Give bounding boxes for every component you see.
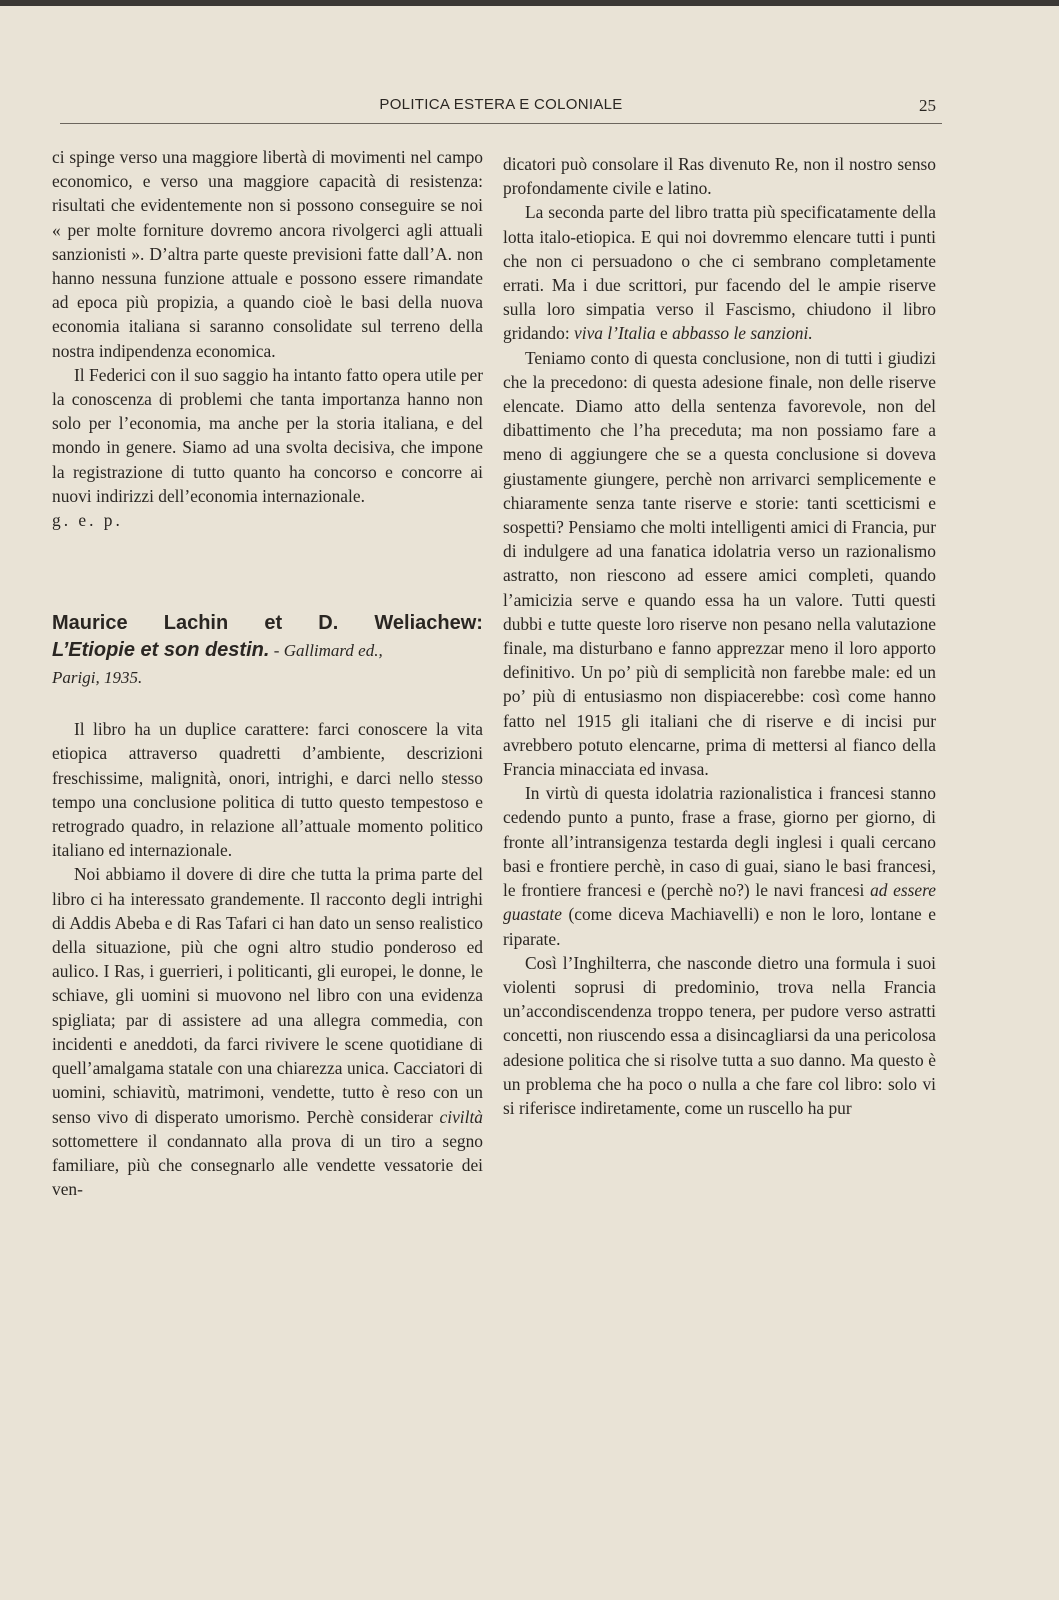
paragraph bbox=[503, 781, 936, 950]
text-run: Noi abbiamo il dovere di dire che tutta la prima parte del libro ci ha interessato grandemente. Il racconto degli intrighi di Addis Abeba e di Ras Tafari ci han dato un senso realistico della situazione, più che ogni altro studio ponderoso ed aulico. I Ras, i guerrieri, i politicanti, gli europei, le donne, le schiave, gli uomini si muovono nel libro con una evidenza spigliata; par di assistere ad una allegra commedia, con incidenti e aneddoti, da farci rivivere le scene quotidiane di quell’amalgama statale con una chiarezza unica. Cacciatori di uomini, schiavitù, matrimoni, vendette, tutto è reso con un senso vivo di disperato umorismo. Perchè considerar bbox=[52, 864, 483, 1127]
page-header bbox=[60, 94, 942, 122]
paragraph bbox=[503, 200, 936, 345]
author-word: Weliachew: bbox=[374, 612, 483, 635]
right-column bbox=[503, 152, 936, 1120]
page-number: 25 bbox=[919, 96, 936, 115]
text-run: e bbox=[660, 323, 668, 344]
author-signature: g. e. p. bbox=[52, 510, 123, 531]
paragraph: ci spinge verso una maggiore libertà di movimenti nel campo economico, e verso una maggiore capacità di resistenza: risultati che evidentemente non si possono conseguire se noi « per molte forniture dovremo ancora rivolgerci agli attuali sanzionisti ». D’altra parte queste previsioni fatte dall’A. non hanno nessuna funzione attuale e possono essere rimandate ad epoca più propizia, a quando cioè le basi della nuova economia italiana si saranno consolidate sul terreno della nostra indipendenza economica. bbox=[52, 147, 483, 361]
text-run: sottomettere il condannato alla prova di un tiro a segno familiare, più che consegnarlo alle vendette vessatorie dei ven- bbox=[52, 1130, 483, 1200]
paragraph bbox=[52, 862, 483, 1201]
review-authors bbox=[52, 610, 483, 637]
paragraph: dicatori può consolare il Ras divenuto Re, non il nostro senso profondamente civile e latino. bbox=[503, 154, 936, 199]
author-word: et bbox=[264, 612, 283, 635]
paragraph: Il Federici con il suo saggio ha intanto fatto opera utile per la conoscenza di problemi che tanta importanza hanno non solo per l’economia, ma anche per la storia italiana, e del mondo in genere. Siamo ad una svolta decisiva, che impone la registrazione di tutto quanto ha concorso e concorre ai nuovi indirizzi dell’economia internazionale. bbox=[52, 364, 483, 506]
italic-run: civiltà bbox=[439, 1106, 483, 1127]
paragraph: Il libro ha un duplice carattere: farci conoscere la vita etiopica attraverso quadretti d’ambiente, descrizioni freschissime, malignità, onori, intrighi, e darci nello stesso tempo una conclusione politica di tutto questo tempestoso e retrogrado quadro, in relazione all’attuale momento politico italiano ed internazionale. bbox=[52, 719, 483, 861]
running-title: POLITICA ESTERA E COLONIALE bbox=[379, 96, 623, 113]
review-title-line bbox=[52, 637, 483, 664]
author-word: D. bbox=[318, 612, 339, 635]
place-year: Parigi, 1935. bbox=[52, 668, 143, 688]
author-word: Lachin bbox=[163, 612, 229, 635]
text-run: (come diceva Machiavelli) e non le loro, lontane e riparate. bbox=[503, 904, 936, 949]
text-run: La seconda parte del libro tratta più specificatamente della lotta italo-etiopica. E qui noi dovremmo elencare tutti i punti che non ci persuadono o che ci sembrano completamente errati. Ma i due scrittori, pur facendo del le ampie riserve sulla loro simpatia verso il Fascismo, chiudono il libro gridando: bbox=[503, 202, 936, 344]
italic-run: viva l’Italia bbox=[574, 323, 656, 344]
review-heading bbox=[52, 610, 483, 691]
left-column bbox=[52, 145, 483, 1201]
paragraph: Così l’Inghilterra, che nasconde dietro una formula i suoi violenti soprusi di predominio, trova nella Francia un’accondiscendenza troppo tenera, per pudore verso astratti concetti, non riuscendo essa a disincagliarsi da una pericolosa adesione politica che si risolve tutta a suo danno. Ma questo è un problema che ha poco o nulla a che fare col libro: solo vi si riferisce indiretamente, come un ruscello ha pur bbox=[503, 952, 936, 1118]
book-title: L’Etiopie et son destin. bbox=[52, 639, 270, 662]
text-run: In virtù di questa idolatria razionalistica i francesi stanno cedendo punto a punto, frase a frase, giorno per giorno, di fronte all’intransigenza testarda degli inglesi i quali cercano basi e frontiere perchè, in caso di guai, siano le basi francesi, le frontiere francesi e (perchè no?) le navi francesi bbox=[503, 783, 936, 901]
italic-run: ad essere guastate bbox=[503, 880, 936, 925]
author-word: Maurice bbox=[52, 612, 128, 635]
paragraph: Teniamo conto di questa conclusione, non di tutti i giudizi che la precedono: di questa adesione finale, non delle riserve elencate. Diamo atto della sentenza favorevole, non del dibattimento che l’ha preceduta; ma non possiamo fare a meno di aggiungere che se a questa conclusione si doveva giustamente giungere, perchè non arrivarci semplicemente e chiaramente senza tante riserve e storie: tanti scetticismi e sospetti? Pensiamo che molti intelligenti amici di Francia, pur di indulgere ad una fanatica idolatria verso un razionalismo astratto, non riescono ad essere amici completi, quando l’amicizia serve e quando essa ha un valore. Tutti questi dubbi e tutte queste loro riserve non pesano nella valutazione finale, ma disturbano e fanno apprezzar meno il loro apporto definitivo. Un po’ più di semplicità non farebbe male: ed un po’ più di entusiasmo non dispiacerebbe: così come hanno fatto nel 1915 gli italiani che di riserve e di incisi pur avrebbero potuto elencarne, prima di mettersi al fianco della Francia minacciata ed invasa. bbox=[503, 347, 936, 780]
page-top-border bbox=[0, 0, 1059, 6]
italic-run: abbasso le sanzioni. bbox=[672, 323, 813, 344]
header-rule bbox=[60, 123, 942, 124]
publisher: - Gallimard ed., bbox=[273, 641, 383, 661]
